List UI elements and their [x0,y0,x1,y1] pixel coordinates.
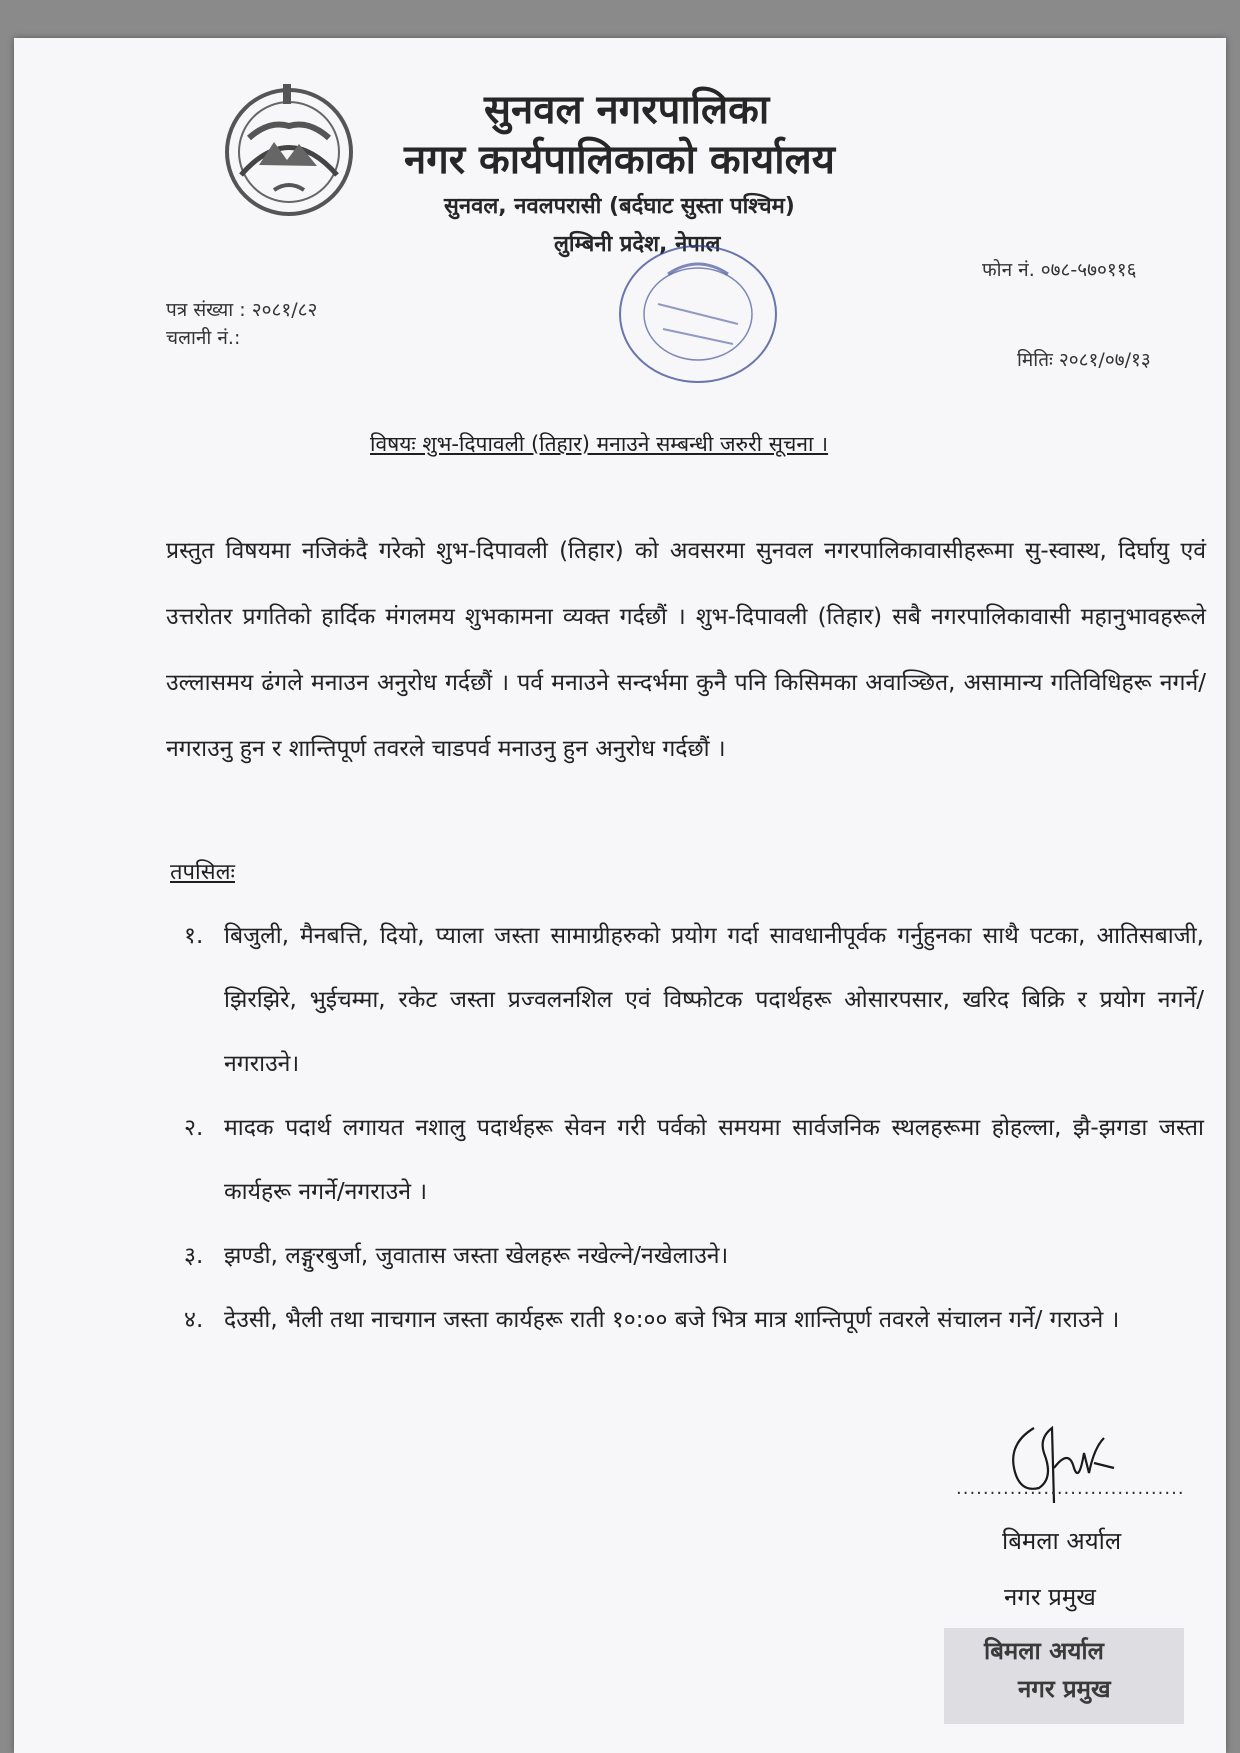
address-line-1: सुनवल, नवलपरासी (बर्दघाट सुस्ता पश्चिम) [444,194,795,219]
signatory-name: बिमला अर्याल [1002,1527,1122,1555]
office-name: नगर कार्यपालिकाको कार्यालय [404,137,835,183]
name-stamp [944,1628,1184,1724]
list-item-number: ३. [184,1243,204,1269]
list-item [184,904,1204,1096]
list-item-number: ४. [184,1307,204,1333]
list-item-number: १. [184,923,204,949]
address-line-2: लुम्बिनी प्रदेश, नेपाल [554,232,721,257]
list-item [184,1096,1204,1224]
office-round-stamp [598,234,798,394]
list-item [184,1288,1204,1352]
subject-line: विषयः शुभ-दिपावली (तिहार) मनाउने सम्बन्धी जरुरी सूचना । [370,432,829,456]
name-stamp-title: नगर प्रमुख [1018,1675,1111,1703]
body-paragraph: प्रस्तुत विषयमा नजिकंदै गरेको शुभ-दिपावली (तिहार) को अवसरमा सुनवल नगरपालिकावासीहरूमा सु-स्वास्थ, दिर्घायु एवं उत्तरोतर प्रगतिको हार्दिक मंगलमय शुभकामना व्यक्त गर्दछौं । शुभ-दिपावली (तिहार) सबै नगरपालिकावासी महानुभावहरूले उल्लासमय ढंगले मनाउन अनुरोध गर्दछौं । पर्व मनाउने सन्दर्भमा कुनै पनि किसिमका अवाञ्छित, असामान्य गतिविधिहरू नगर्न/नगराउनु हुन र शान्तिपूर्ण तवरले चाडपर्व मनाउनु हुन अनुरोध गर्दछौं । [166,538,1206,762]
letter-page [14,38,1226,1753]
list-item-text: बिजुली, मैनबत्ति, दियो, प्याला जस्ता सामाग्रीहरुको प्रयोग गर्दा सावधानीपूर्वक गर्नुहुनका साथै पटका, आतिसबाजी, झिरझिरे, भुईचम्मा, रकेट जस्ता प्रज्वलनशिल एवं विष्फोटक पदार्थहरू ओसारपसार, खरिद बिक्रि र प्रयोग नगर्ने/नगराउने। [224,923,1204,1077]
list-item-text: मादक पदार्थ लगायत नशालु पदार्थहरू सेवन गरी पर्वको समयमा सार्वजनिक स्थलहरूमा होहल्ला, झै-झगडा जस्ता कार्यहरू नगर्ने/नगराउने । [224,1115,1204,1205]
list-item [184,1224,1204,1288]
dispatch-number: चलानी नं.: [166,327,241,349]
government-emblem [219,80,359,220]
details-heading: तपसिलः [170,860,235,885]
phone-number: फोन नं. ०७८-५७०११६ [982,259,1137,281]
handwritten-signature [994,1408,1124,1518]
letter-date: मितिः २०८१/०७/१३ [1017,349,1151,371]
name-stamp-name: बिमला अर्याल [984,1637,1104,1665]
list-item-text: देउसी, भैली तथा नाचगान जस्ता कार्यहरू राती १०:०० बजे भित्र मात्र शान्तिपूर्ण तवरले संचालन गर्ने/ गराउने । [224,1307,1120,1333]
signatory-title: नगर प्रमुख [1004,1583,1096,1611]
org-name: सुनवल नगरपालिका [484,87,770,133]
letter-number: पत्र संख्या : २०८१/८२ [166,299,318,321]
list-item-number: २. [184,1115,204,1141]
signature-dotted-line: .................................. [956,1478,1185,1499]
list-item-text: झण्डी, लङ्गुरबुर्जा, जुवातास जस्ता खेलहरू नखेल्ने/नखेलाउने। [224,1243,729,1269]
